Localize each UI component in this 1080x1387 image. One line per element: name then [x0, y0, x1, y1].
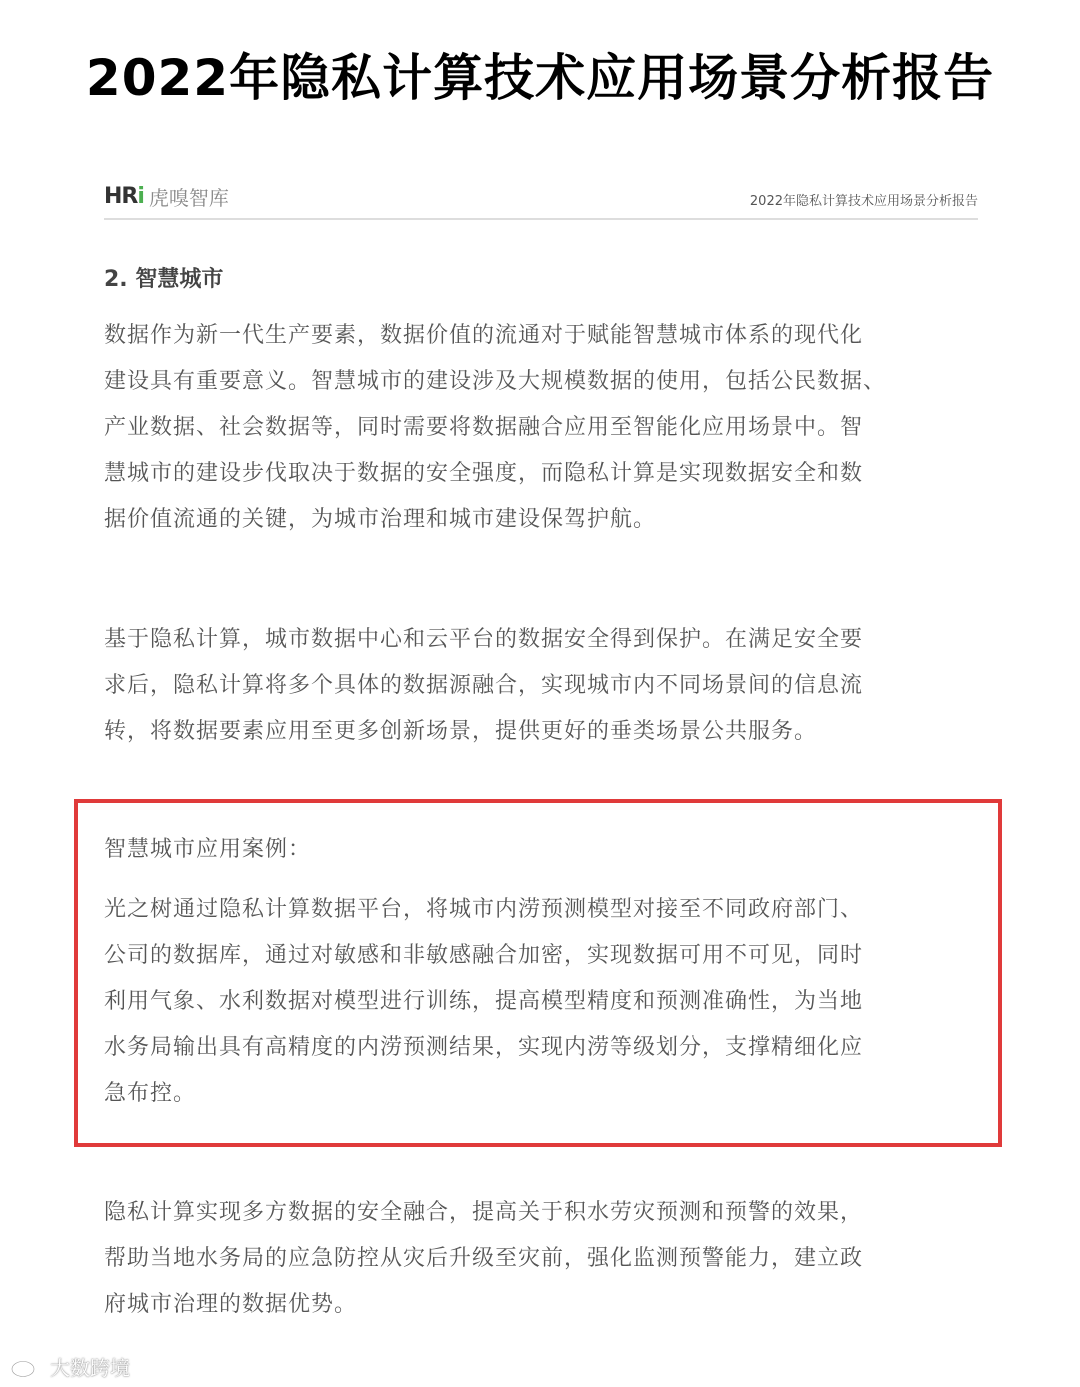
- logo-letters: HR: [104, 183, 138, 209]
- paragraph-line: 水务局输出具有高精度的内涝预测结果，实现内涝等级划分，支撑精细化应: [104, 1035, 864, 1060]
- header-report-title: 2022年隐私计算技术应用场景分析报告: [749, 194, 978, 209]
- paragraph-line: 利用气象、水利数据对模型进行训练，提高模型精度和预测准确性，为当地: [104, 989, 864, 1014]
- paragraph-line: 隐私计算实现多方数据的安全融合，提高关于积水劳灾预测和预警的效果，: [104, 1200, 864, 1225]
- weibo-icon: [10, 1356, 46, 1378]
- watermark-text: 大数跨境: [50, 1356, 130, 1380]
- paragraph-line: 据价值流通的关键，为城市治理和城市建设保驾护航。: [104, 507, 657, 532]
- case-title: 智慧城市应用案例：: [104, 837, 312, 862]
- page-title: 2022年隐私计算技术应用场景分析报告: [85, 49, 995, 107]
- paragraph-line: 光之树通过隐私计算数据平台，将城市内涝预测模型对接至不同政府部门、: [104, 897, 864, 922]
- logo-name: 虎嗅智库: [148, 185, 229, 210]
- paragraph-line: 公司的数据库，通过对敏感和非敏感融合加密，实现数据可用不可见，同时: [104, 943, 864, 968]
- paragraph-line: 帮助当地水务局的应急防控从灾后升级至灾前，强化监测预警能力，建立政: [104, 1246, 864, 1271]
- paragraph-line: 府城市治理的数据优势。: [104, 1292, 358, 1317]
- paragraph-line: 数据作为新一代生产要素，数据价值的流通对于赋能智慧城市体系的现代化: [104, 323, 864, 348]
- paragraph-line: 基于隐私计算，城市数据中心和云平台的数据安全得到保护。在满足安全要: [104, 627, 864, 652]
- report-header: [104, 180, 978, 220]
- paragraph-2: [104, 617, 863, 755]
- case-paragraph: [104, 887, 863, 1117]
- paragraph-1: [104, 313, 886, 543]
- paragraph-line: 求后，隐私计算将多个具体的数据源融合，实现城市内不同场景间的信息流: [104, 673, 864, 698]
- watermark: [10, 1352, 130, 1381]
- section-heading: 2. 智慧城市: [104, 267, 224, 292]
- logo: [104, 182, 229, 210]
- logo-i: i: [137, 183, 145, 209]
- paragraph-4: [104, 1190, 863, 1328]
- paragraph-line: 产业数据、社会数据等，同时需要将数据融合应用至智能化应用场景中。智: [104, 415, 864, 440]
- paragraph-line: 慧城市的建设步伐取决于数据的安全强度，而隐私计算是实现数据安全和数: [104, 461, 864, 486]
- paragraph-line: 急布控。: [104, 1081, 197, 1106]
- paragraph-line: 建设具有重要意义。智慧城市的建设涉及大规模数据的使用，包括公民数据、: [104, 369, 887, 394]
- paragraph-line: 转，将数据要素应用至更多创新场景，提供更好的垂类场景公共服务。: [104, 719, 818, 744]
